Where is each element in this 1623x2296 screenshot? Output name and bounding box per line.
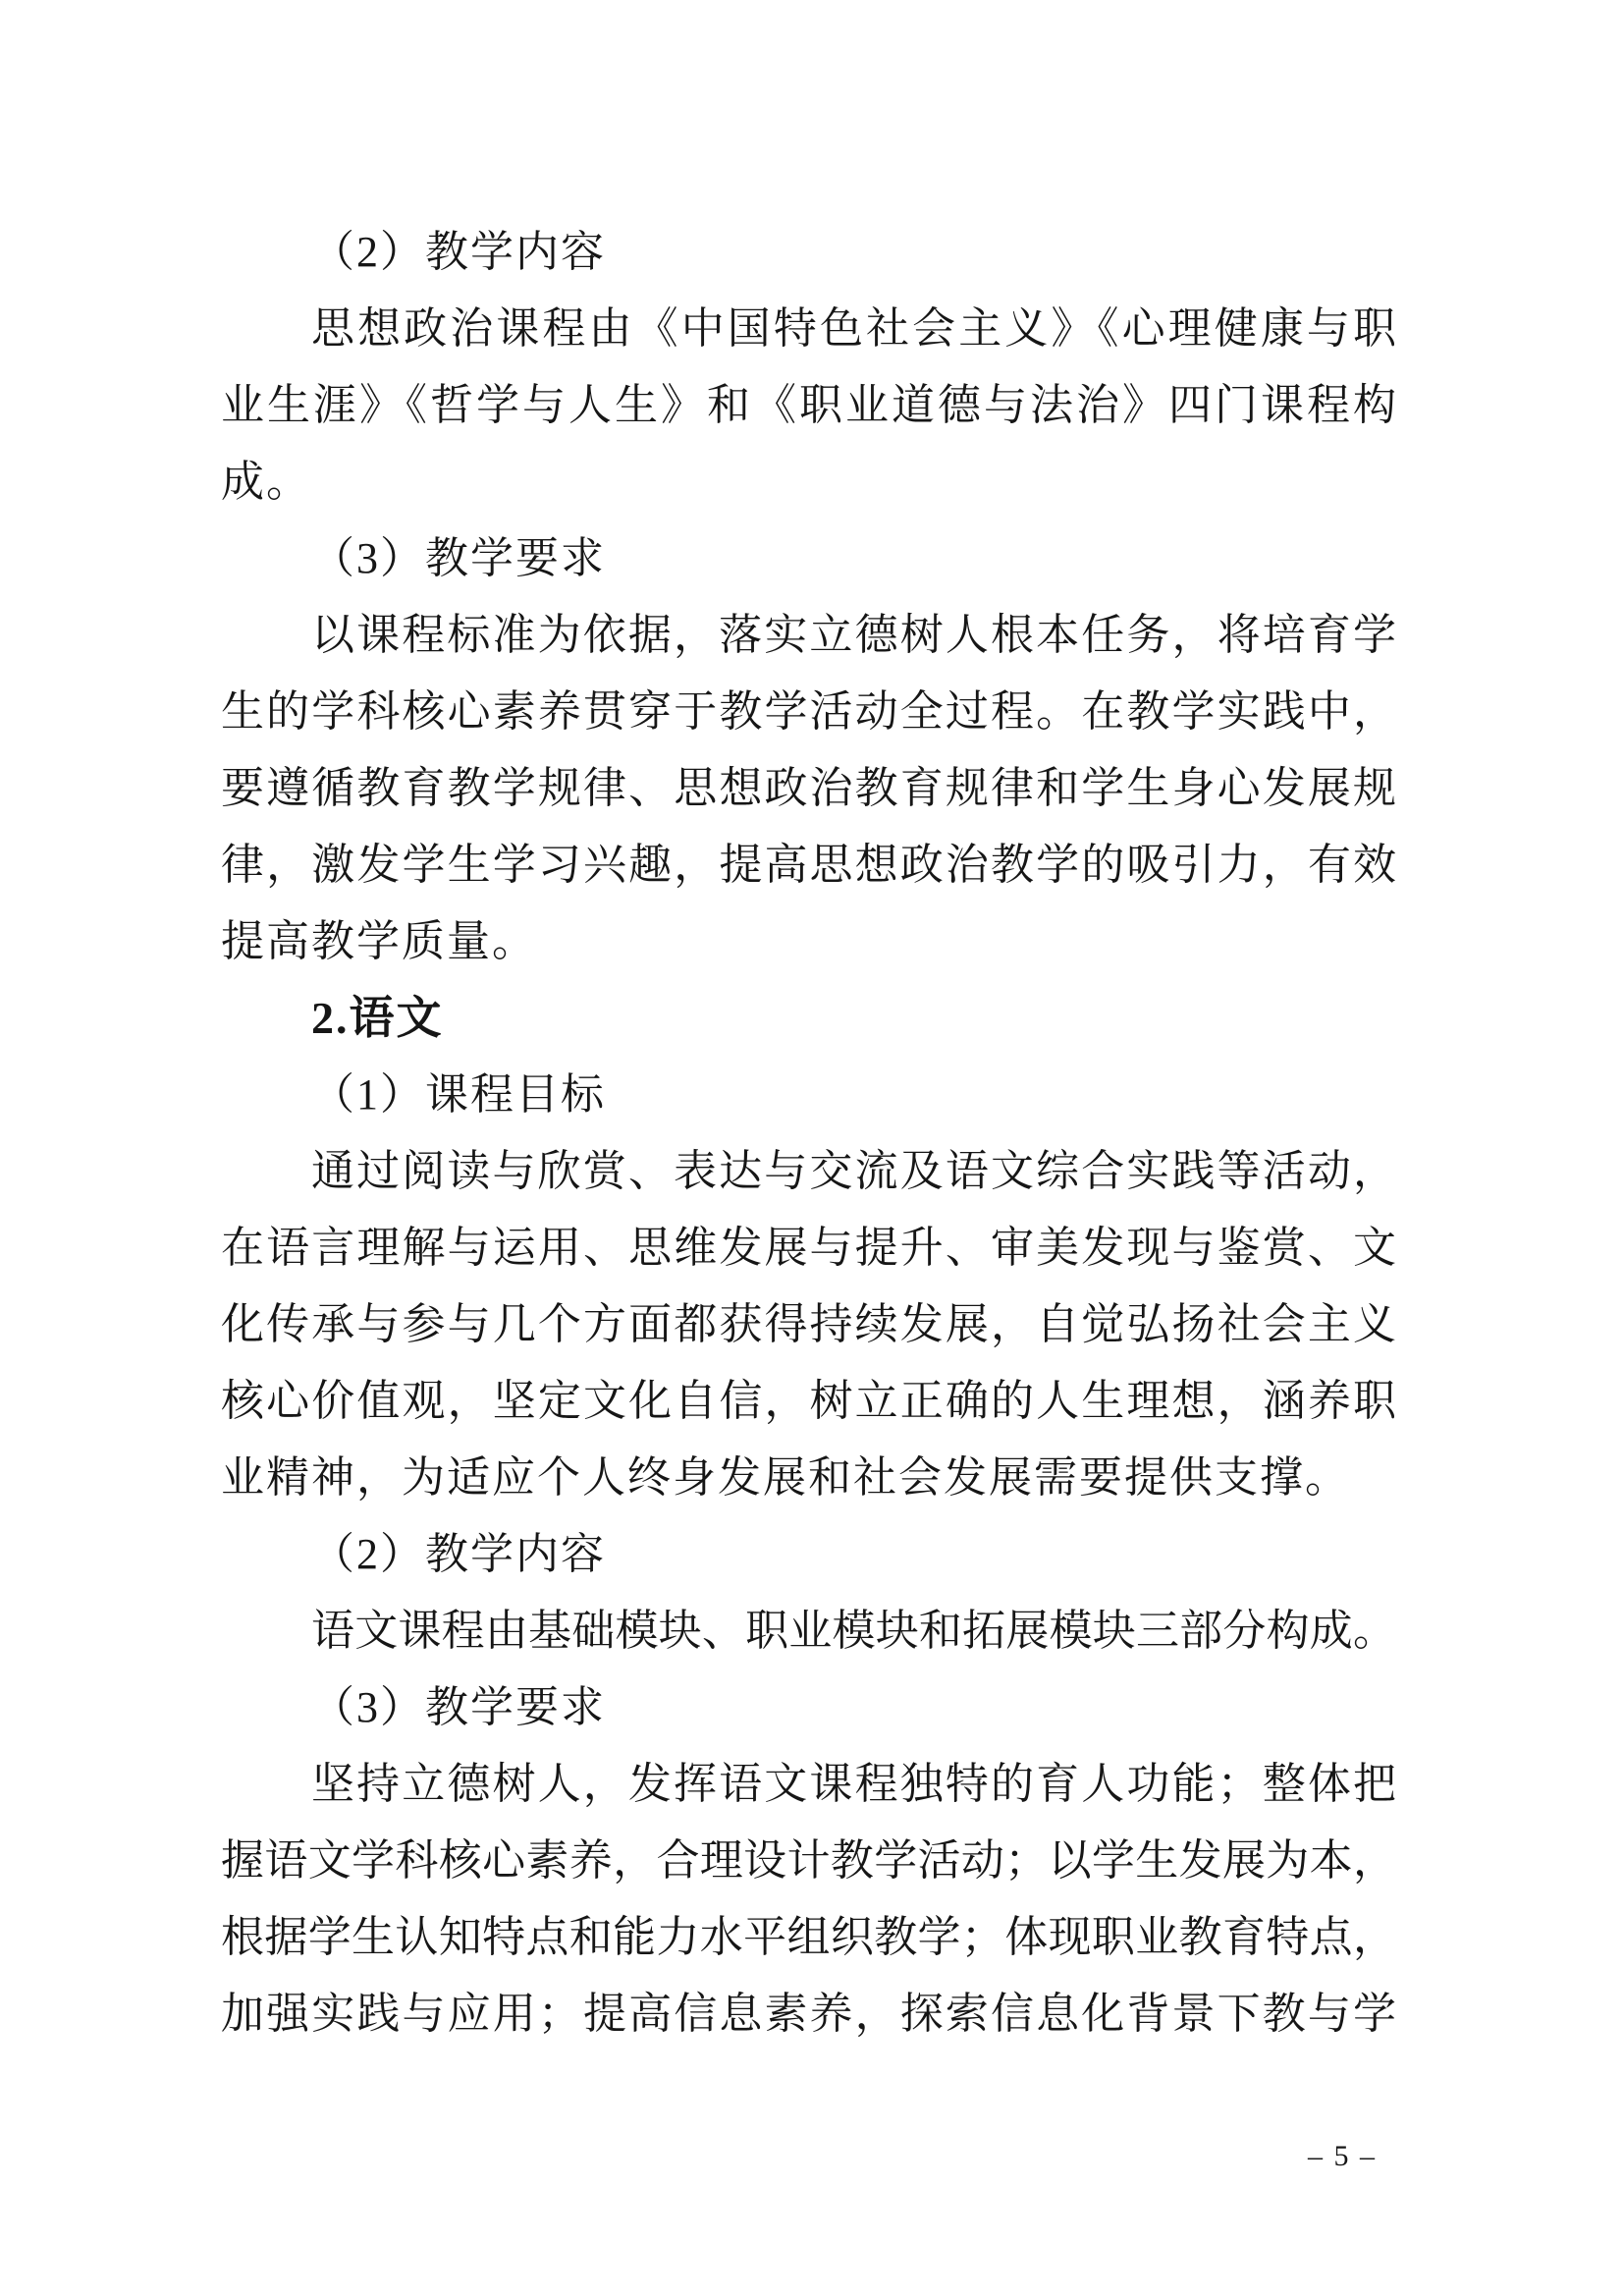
text-line: 生的学科核心素养贯穿于教学活动全过程。在教学实践中， (221, 687, 1396, 736)
text-line: （1）课程目标 (311, 1070, 606, 1119)
text-line: 思想政治课程由《中国特色社会主义》《心理健康与职 (311, 304, 1396, 353)
text-line: 以课程标准为依据，落实立德树人根本任务，将培育学 (311, 611, 1396, 659)
text-line: 通过阅读与欣赏、表达与交流及语文综合实践等活动， (311, 1147, 1396, 1195)
text-line: 化传承与参与几个方面都获得持续发展，自觉弘扬社会主义 (221, 1300, 1396, 1348)
text-line: （3）教学要求 (311, 1683, 606, 1731)
text-line: 业生涯》《哲学与人生》和《职业道德与法治》四门课程构 (221, 381, 1396, 429)
text-line: 成。 (221, 458, 311, 506)
text-line: （2）教学内容 (311, 228, 606, 276)
text-block (221, 214, 1396, 2052)
text-line: 要遵循教育教学规律、思想政治教育规律和学生身心发展规 (221, 764, 1396, 812)
page-number: – 5 – (1308, 2140, 1377, 2172)
text-line: 根据学生认知特点和能力水平组织教学；体现职业教育特点， (221, 1913, 1396, 1961)
section-heading-line: 2.语文 (311, 993, 444, 1043)
text-line: 加强实践与应用；提高信息素养，探索信息化背景下教与学 (221, 1990, 1396, 2038)
text-line: 律，激发学生学习兴趣，提高思想政治教学的吸引力，有效 (221, 841, 1396, 889)
text-line: 坚持立德树人，发挥语文课程独特的育人功能；整体把 (311, 1760, 1396, 1808)
text-line: （2）教学内容 (311, 1530, 606, 1578)
text-line: 在语言理解与运用、思维发展与提升、审美发现与鉴赏、文 (221, 1224, 1396, 1272)
text-line: 业精神，为适应个人终身发展和社会发展需要提供支撑。 (221, 1453, 1350, 1502)
text-line: 提高教学质量。 (221, 917, 537, 965)
text-line: （3）教学要求 (311, 534, 606, 582)
text-line: 握语文学科核心素养，合理设计教学活动；以学生发展为本， (221, 1836, 1396, 1885)
text-line: 语文课程由基础模块、职业模块和拓展模块三部分构成。 (311, 1607, 1396, 1655)
text-line: 核心价值观，坚定文化自信，树立正确的人生理想，涵养职 (221, 1377, 1396, 1425)
